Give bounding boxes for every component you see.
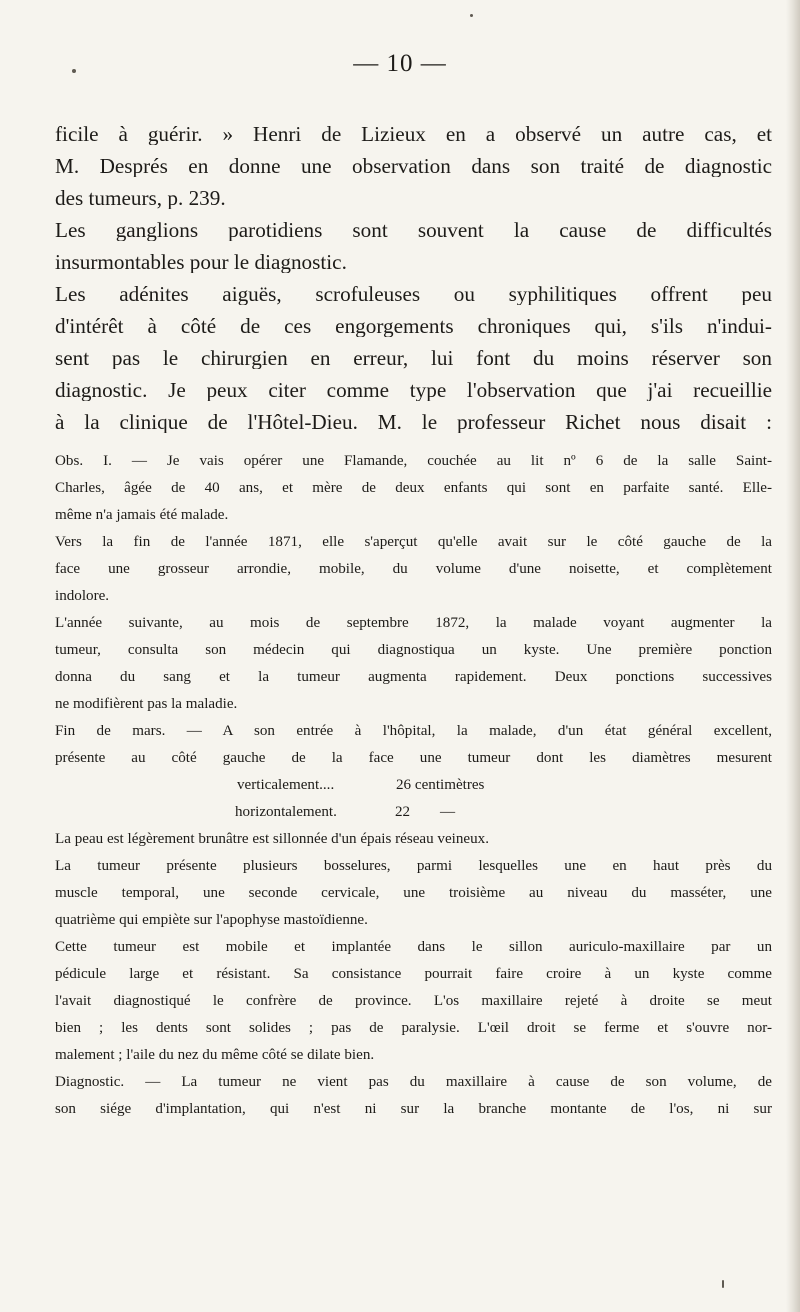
paper-speck — [470, 14, 473, 17]
measure-horizontal-label: horizontalement. — [235, 804, 337, 820]
main-line-5: insurmontables pour le diagnostic. — [55, 252, 347, 274]
main-line-2: M. Després en donne une observation dans son traité de diagnostic — [55, 156, 772, 178]
obs-line-3: même n'a jamais été malade. — [55, 508, 229, 523]
main-line-3: des tumeurs, p. 239. — [55, 188, 226, 210]
obs-cont-line-9: malement ; l'aile du nez du même côté se dilate bien. — [55, 1048, 375, 1063]
page-number: — 10 — — [353, 50, 447, 77]
obs-line-2: Charles, âgée de 40 ans, et mère de deux enfants qui sont en parfaite santé. Elle- — [55, 481, 772, 496]
main-line-8: sent pas le chirurgien en erreur, lui font du moins réserver son — [55, 348, 772, 370]
obs-line-12: présente au côté gauche de la face une tumeur dont les diamètres mesurent — [55, 751, 772, 766]
measure-horizontal-unit: — — [440, 804, 456, 820]
obs-cont-line-4: quatrième qui empiète sur l'apophyse mastoïdienne. — [55, 913, 368, 928]
obs-cont-line-11: son siége d'implantation, qui n'est ni sur la branche montante de l'os, ni sur — [55, 1102, 772, 1117]
main-line-1: ficile à guérir. » Henri de Lizieux en a observé un autre cas, et — [55, 124, 772, 146]
measure-horizontal-value: 22 — [395, 804, 411, 820]
obs-cont-line-10: Diagnostic. — La tumeur ne vient pas du maxillaire à cause de son volume, de — [55, 1075, 772, 1090]
obs-cont-line-5: Cette tumeur est mobile et implantée dans le sillon auriculo-maxillaire par un — [55, 940, 772, 955]
paper-mark — [722, 1280, 724, 1288]
main-line-9: diagnostic. Je peux citer comme type l'observation que j'ai recueillie — [55, 380, 772, 402]
obs-cont-line-7: l'avait diagnostiqué le confrère de province. L'os maxillaire rejeté à droite se meut — [55, 994, 772, 1009]
obs-cont-line-8: bien ; les dents sont solides ; pas de paralysie. L'œil droit se ferme et s'ouvre nor- — [55, 1021, 772, 1036]
obs-line-4: Vers la fin de l'année 1871, elle s'aperçut qu'elle avait sur le côté gauche de la — [55, 535, 772, 550]
obs-cont-line-3: muscle temporal, une seconde cervicale, une troisième au niveau du masséter, une — [55, 886, 772, 901]
obs-line-1: Obs. I. — Je vais opérer une Flamande, couchée au lit nº 6 de la salle Saint- — [55, 454, 772, 469]
main-line-10: à la clinique de l'Hôtel-Dieu. M. le professeur Richet nous disait : — [55, 412, 772, 434]
paper-speck — [72, 69, 76, 73]
main-line-4: Les ganglions parotidiens sont souvent la cause de difficultés — [55, 220, 772, 242]
obs-cont-line-6: pédicule large et résistant. Sa consistance pourrait faire croire à un kyste comme — [55, 967, 772, 982]
obs-line-9: donna du sang et la tumeur augmenta rapidement. Deux ponctions successives — [55, 670, 772, 685]
obs-line-6: indolore. — [55, 589, 110, 604]
obs-cont-line-1: La peau est légèrement brunâtre est sillonnée d'un épais réseau veineux. — [55, 832, 489, 847]
obs-line-11: Fin de mars. — A son entrée à l'hôpital, la malade, d'un état général excellent, — [55, 724, 772, 739]
main-line-6: Les adénites aiguës, scrofuleuses ou syphilitiques offrent peu — [55, 284, 772, 306]
main-line-7: d'intérêt à côté de ces engorgements chroniques qui, s'ils n'indui- — [55, 316, 772, 338]
obs-line-8: tumeur, consulta son médecin qui diagnostiqua un kyste. Une première ponction — [55, 643, 772, 658]
obs-cont-line-2: La tumeur présente plusieurs bosselures, parmi lesquelles une en haut près du — [55, 859, 772, 874]
obs-line-5: face une grosseur arrondie, mobile, du volume d'une noisette, et complètement — [55, 562, 772, 577]
page-edge-shadow — [786, 0, 800, 1312]
measure-vertical-label: verticalement.... — [237, 777, 335, 793]
measure-vertical-value: 26 centimètres — [396, 777, 485, 793]
obs-line-10: ne modifièrent pas la maladie. — [55, 697, 238, 712]
obs-line-7: L'année suivante, au mois de septembre 1872, la malade voyant augmenter la — [55, 616, 772, 631]
